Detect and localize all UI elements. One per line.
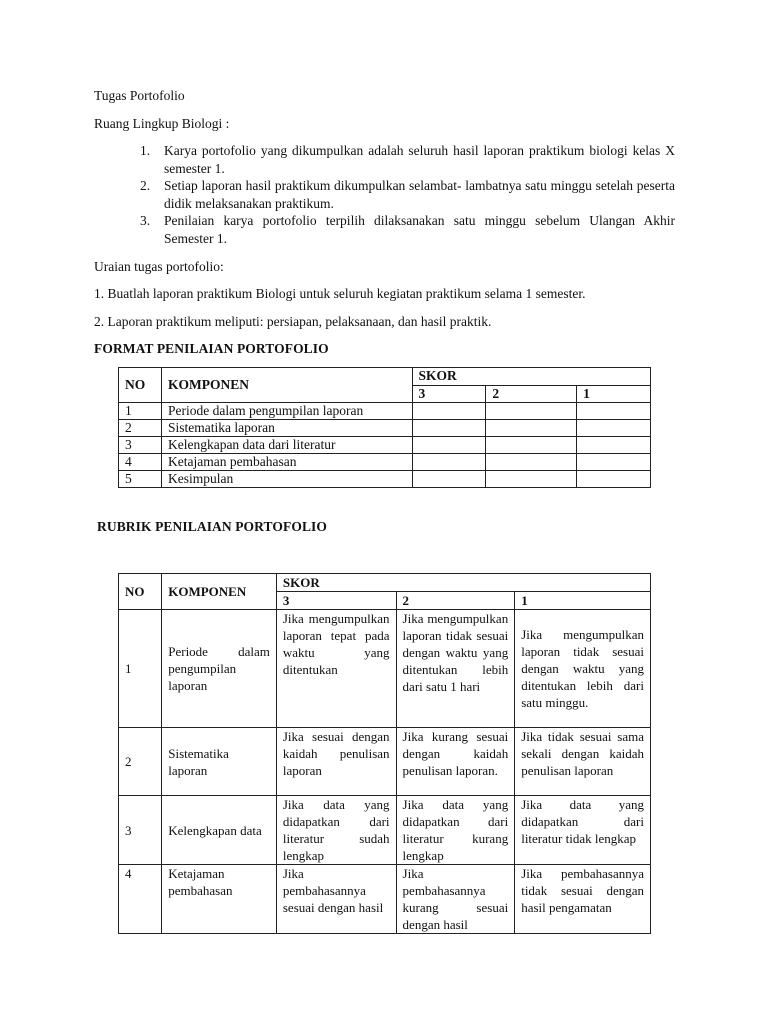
- rubric-cell-score-2: Jika pembahasannya kurang sesuai dengan hasil: [396, 865, 515, 934]
- rubric-score-2: 2: [396, 592, 515, 610]
- rubric-score-1: 1: [515, 592, 651, 610]
- row-component: Ketajaman pembahasan: [162, 865, 277, 934]
- rubric-col-score: SKOR: [276, 574, 650, 592]
- rubric-cell-score-1: Jika pembahasannya tidak sesuai dengan hasil pengamatan: [515, 865, 651, 934]
- rubric-cell-score-2: Jika kurang sesuai dengan kaidah penulisan laporan.: [396, 728, 515, 796]
- table-row: [119, 437, 651, 454]
- rubric-cell-score-3: Jika sesuai dengan kaidah penulisan laporan: [276, 728, 396, 796]
- row-component: Sistematika laporan: [162, 728, 277, 796]
- scope-item-text: Setiap laporan hasil praktikum dikumpulkan selambat- lambatnya satu minggu setelah peserta didik melaksanakan praktikum.: [164, 178, 675, 211]
- table-row: [119, 420, 651, 437]
- table-row: [119, 796, 651, 865]
- rubric-score-3: 3: [276, 592, 396, 610]
- rubric-col-component: KOMPONEN: [162, 574, 277, 610]
- scope-item: [140, 212, 675, 247]
- format-col-component: KOMPONEN: [161, 368, 412, 403]
- scope-item-text: Penilaian karya portofolio terpilih dilaksanakan satu minggu sebelum Ulangan Akhir Semester 1.: [164, 213, 675, 246]
- rubric-col-no: NO: [119, 574, 162, 610]
- row-no: 4: [119, 865, 162, 934]
- table-row: [119, 728, 651, 796]
- row-no: 4: [119, 454, 162, 471]
- rubric-cell-score-3: Jika data yang didapatkan dari literatur sudah lengkap: [276, 796, 396, 865]
- rubric-cell-score-3: Jika mengumpulkan laporan tepat pada waktu yang ditentukan: [276, 610, 396, 728]
- score-cell: [412, 454, 486, 471]
- scope-item-number: 1.: [140, 143, 151, 158]
- row-no: 3: [119, 437, 162, 454]
- task-item-1: 1. Buatlah laporan praktikum Biologi untuk seluruh kegiatan praktikum selama 1 semester.: [94, 286, 586, 301]
- scope-item-text: Karya portofolio yang dikumpulkan adalah seluruh hasil laporan praktikum biologi kelas X semester 1.: [164, 143, 675, 176]
- doc-title: Tugas Portofolio: [94, 88, 185, 103]
- table-row: [119, 454, 651, 471]
- row-component: Periode dalam pengumpilan laporan: [161, 403, 412, 420]
- table-row: [119, 403, 651, 420]
- table-row: [119, 610, 651, 728]
- score-cell: [486, 454, 577, 471]
- row-component: Periode dalam pengumpilan laporan: [162, 610, 277, 728]
- rubric-cell-score-3: Jika pembahasannya sesuai dengan hasil: [276, 865, 396, 934]
- rubric-cell-score-2: Jika mengumpulkan laporan tidak sesuai dengan waktu yang ditentukan lebih dari satu 1 hari: [396, 610, 515, 728]
- score-cell: [486, 437, 577, 454]
- format-score-1: 1: [577, 385, 651, 403]
- score-cell: [577, 454, 651, 471]
- score-cell: [577, 420, 651, 437]
- row-no: 2: [119, 728, 162, 796]
- row-component: Sistematika laporan: [161, 420, 412, 437]
- score-cell: [577, 403, 651, 420]
- rubric-cell-score-1: Jika mengumpulkan laporan tidak sesuai dengan waktu yang ditentukan lebih dari satu minggu.: [515, 610, 651, 728]
- scope-item-number: 3.: [140, 213, 151, 228]
- table-row: [119, 865, 651, 934]
- score-cell: [486, 420, 577, 437]
- format-heading: FORMAT PENILAIAN PORTOFOLIO: [94, 341, 329, 356]
- row-no: 5: [119, 471, 162, 488]
- row-component: Ketajaman pembahasan: [161, 454, 412, 471]
- table-row: [119, 471, 651, 488]
- row-no: 2: [119, 420, 162, 437]
- row-component: Kelengkapan data: [162, 796, 277, 865]
- rubric-cell-score-1: Jika tidak sesuai sama sekali dengan kaidah penulisan laporan: [515, 728, 651, 796]
- format-col-no: NO: [119, 368, 162, 403]
- format-table: [118, 367, 651, 488]
- rubric-heading: RUBRIK PENILAIAN PORTOFOLIO: [97, 519, 328, 534]
- score-cell: [486, 403, 577, 420]
- score-cell: [577, 471, 651, 488]
- scope-heading: Ruang Lingkup Biologi :: [94, 116, 230, 131]
- score-cell: [412, 437, 486, 454]
- format-col-score: SKOR: [412, 368, 650, 386]
- score-cell: [577, 437, 651, 454]
- row-no: 1: [119, 403, 162, 420]
- format-table-header-row: [119, 368, 651, 386]
- rubric-cell-score-2: Jika data yang didapatkan dari literatur kurang lengkap: [396, 796, 515, 865]
- scope-list: [140, 142, 675, 247]
- row-component: Kesimpulan: [161, 471, 412, 488]
- rubric-cell-score-1: Jika data yang didapatkan dari literatur tidak lengkap: [515, 796, 651, 865]
- scope-item-number: 2.: [140, 178, 151, 193]
- scope-item: [140, 142, 675, 177]
- format-score-3: 3: [412, 385, 486, 403]
- score-cell: [412, 420, 486, 437]
- rubric-table: [118, 573, 651, 934]
- row-no: 3: [119, 796, 162, 865]
- format-score-2: 2: [486, 385, 577, 403]
- task-item-2: 2. Laporan praktikum meliputi: persiapan, pelaksanaan, dan hasil praktik.: [94, 314, 492, 329]
- row-no: 1: [119, 610, 162, 728]
- score-cell: [412, 471, 486, 488]
- tasks-heading: Uraian tugas portofolio:: [94, 259, 224, 274]
- score-cell: [486, 471, 577, 488]
- score-cell: [412, 403, 486, 420]
- row-component: Kelengkapan data dari literatur: [161, 437, 412, 454]
- rubric-table-header-row: [119, 574, 651, 592]
- scope-item: [140, 177, 675, 212]
